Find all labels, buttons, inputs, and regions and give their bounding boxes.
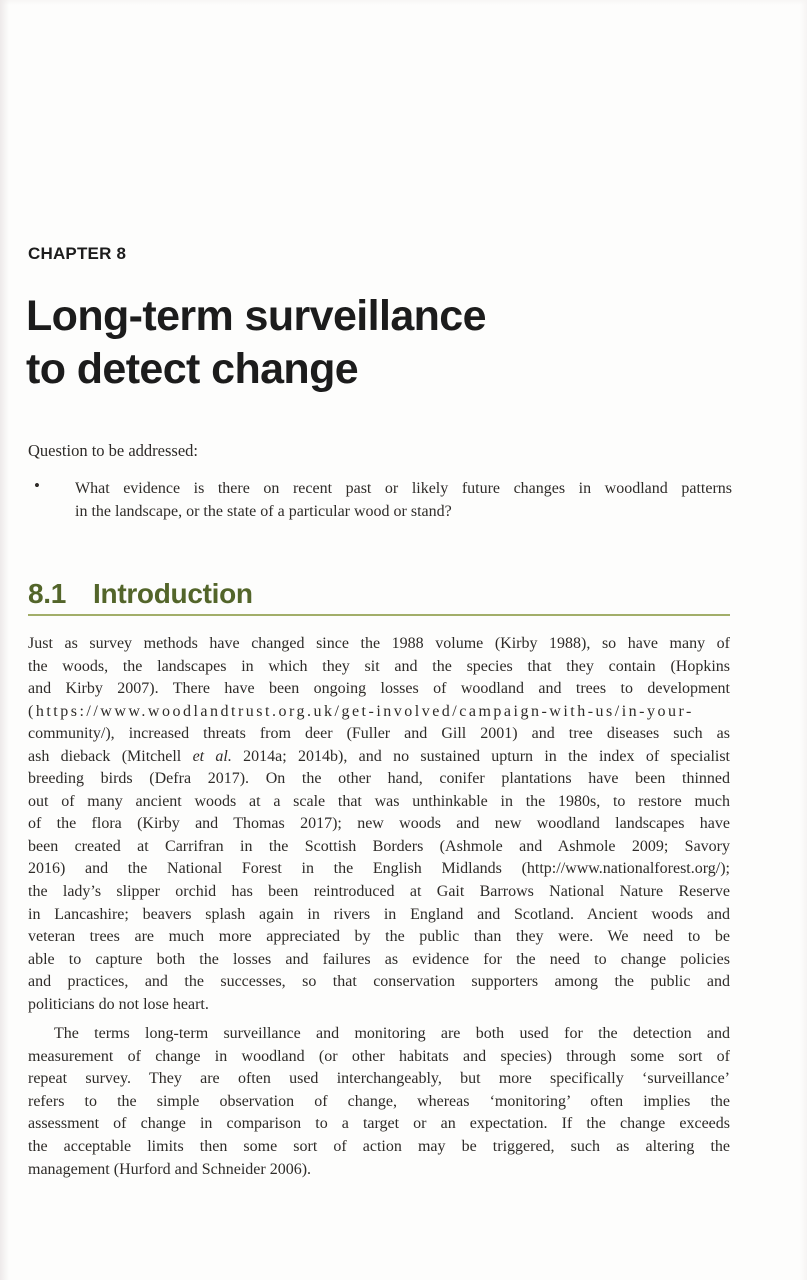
- text-line: breeding birds (Defra 2017). On the other hand, conifer plantations have been thinned: [28, 770, 730, 788]
- text-line: out of many ancient woods at a scale that was unthinkable in the 1980s, to restore much: [28, 792, 730, 810]
- text-line: repeat survey. They are often used interchangeably, but more specifically ‘surveillance’: [28, 1070, 730, 1088]
- text-line: The terms long-term surveillance and monitoring are both used for the detection and: [54, 1025, 730, 1043]
- text-line: of the flora (Kirby and Thomas 2017); new woods and new woodland landscapes have: [28, 815, 730, 833]
- text-line: in the landscape, or the state of a particular wood or stand?: [75, 503, 452, 520]
- text-line: (https://www.woodlandtrust.org.uk/get-involved/campaign-with-us/in-your-: [28, 702, 694, 720]
- chapter-title-line-1: Long-term surveillance: [26, 292, 486, 340]
- text-line: the acceptable limits then some sort of action may be triggered, such as altering the: [28, 1138, 730, 1156]
- section-number: 8.1: [28, 578, 67, 609]
- text-line: 2016) and the National Forest in the English Midlands (http://www.nationalforest.org/);: [28, 860, 730, 878]
- chapter-title-line-2: to detect change: [26, 345, 359, 393]
- bullet-marker-icon: •: [34, 476, 40, 495]
- text-line: the woods, the landscapes in which they sit and the species that they contain (Hopkins: [28, 657, 730, 675]
- question-intro-label: Question to be addressed:: [28, 441, 199, 460]
- text-line: and Kirby 2007). There have been ongoing losses of woodland and trees to development: [28, 680, 730, 698]
- chapter-title: [26, 290, 486, 396]
- body-text: [28, 633, 730, 1181]
- text-line: Just as survey methods have changed since the 1988 volume (Kirby 1988), so have many of: [28, 635, 730, 652]
- bullet-text: [75, 477, 732, 523]
- question-bullet-item: [28, 477, 732, 523]
- text-line: politicians do not lose heart.: [28, 995, 209, 1013]
- text-line: refers to the simple observation of change, whereas ‘monitoring’ often implies the: [28, 1092, 730, 1110]
- section-heading: [28, 579, 253, 609]
- text-line: assessment of change in comparison to a target or an expectation. If the change exceeds: [28, 1115, 730, 1133]
- text-line: veteran trees are much more appreciated by the public than they were. We need to be: [28, 928, 730, 946]
- paragraph: [28, 1023, 730, 1181]
- text-line: measurement of change in woodland (or other habitats and species) through some sort of: [28, 1047, 730, 1065]
- text-line: able to capture both the losses and failures as evidence for the need to change policies: [28, 950, 730, 968]
- text-line: in Lancashire; beavers splash again in rivers in England and Scotland. Ancient woods and: [28, 905, 730, 923]
- section-heading-rule: [28, 614, 730, 616]
- section-title: Introduction: [93, 578, 253, 609]
- text-line: and practices, and the successes, so that conservation supporters among the public and: [28, 973, 730, 991]
- text-line: been created at Carrifran in the Scottish Borders (Ashmole and Ashmole 2009; Savory: [28, 837, 730, 855]
- paragraph: [28, 633, 730, 1016]
- chapter-label: CHAPTER 8: [28, 244, 127, 263]
- text-line: ash dieback (Mitchell et al. 2014a; 2014b), and no sustained upturn in the index of specialist: [28, 747, 731, 765]
- text-line: What evidence is there on recent past or likely future changes in woodland patterns: [75, 480, 732, 497]
- text-line: the lady’s slipper orchid has been reintroduced at Gait Barrows National Nature Reserve: [28, 883, 730, 901]
- text-line: management (Hurford and Schneider 2006).: [28, 1160, 312, 1178]
- text-line: community/), increased threats from deer (Fuller and Gill 2001) and tree diseases such as: [28, 725, 730, 743]
